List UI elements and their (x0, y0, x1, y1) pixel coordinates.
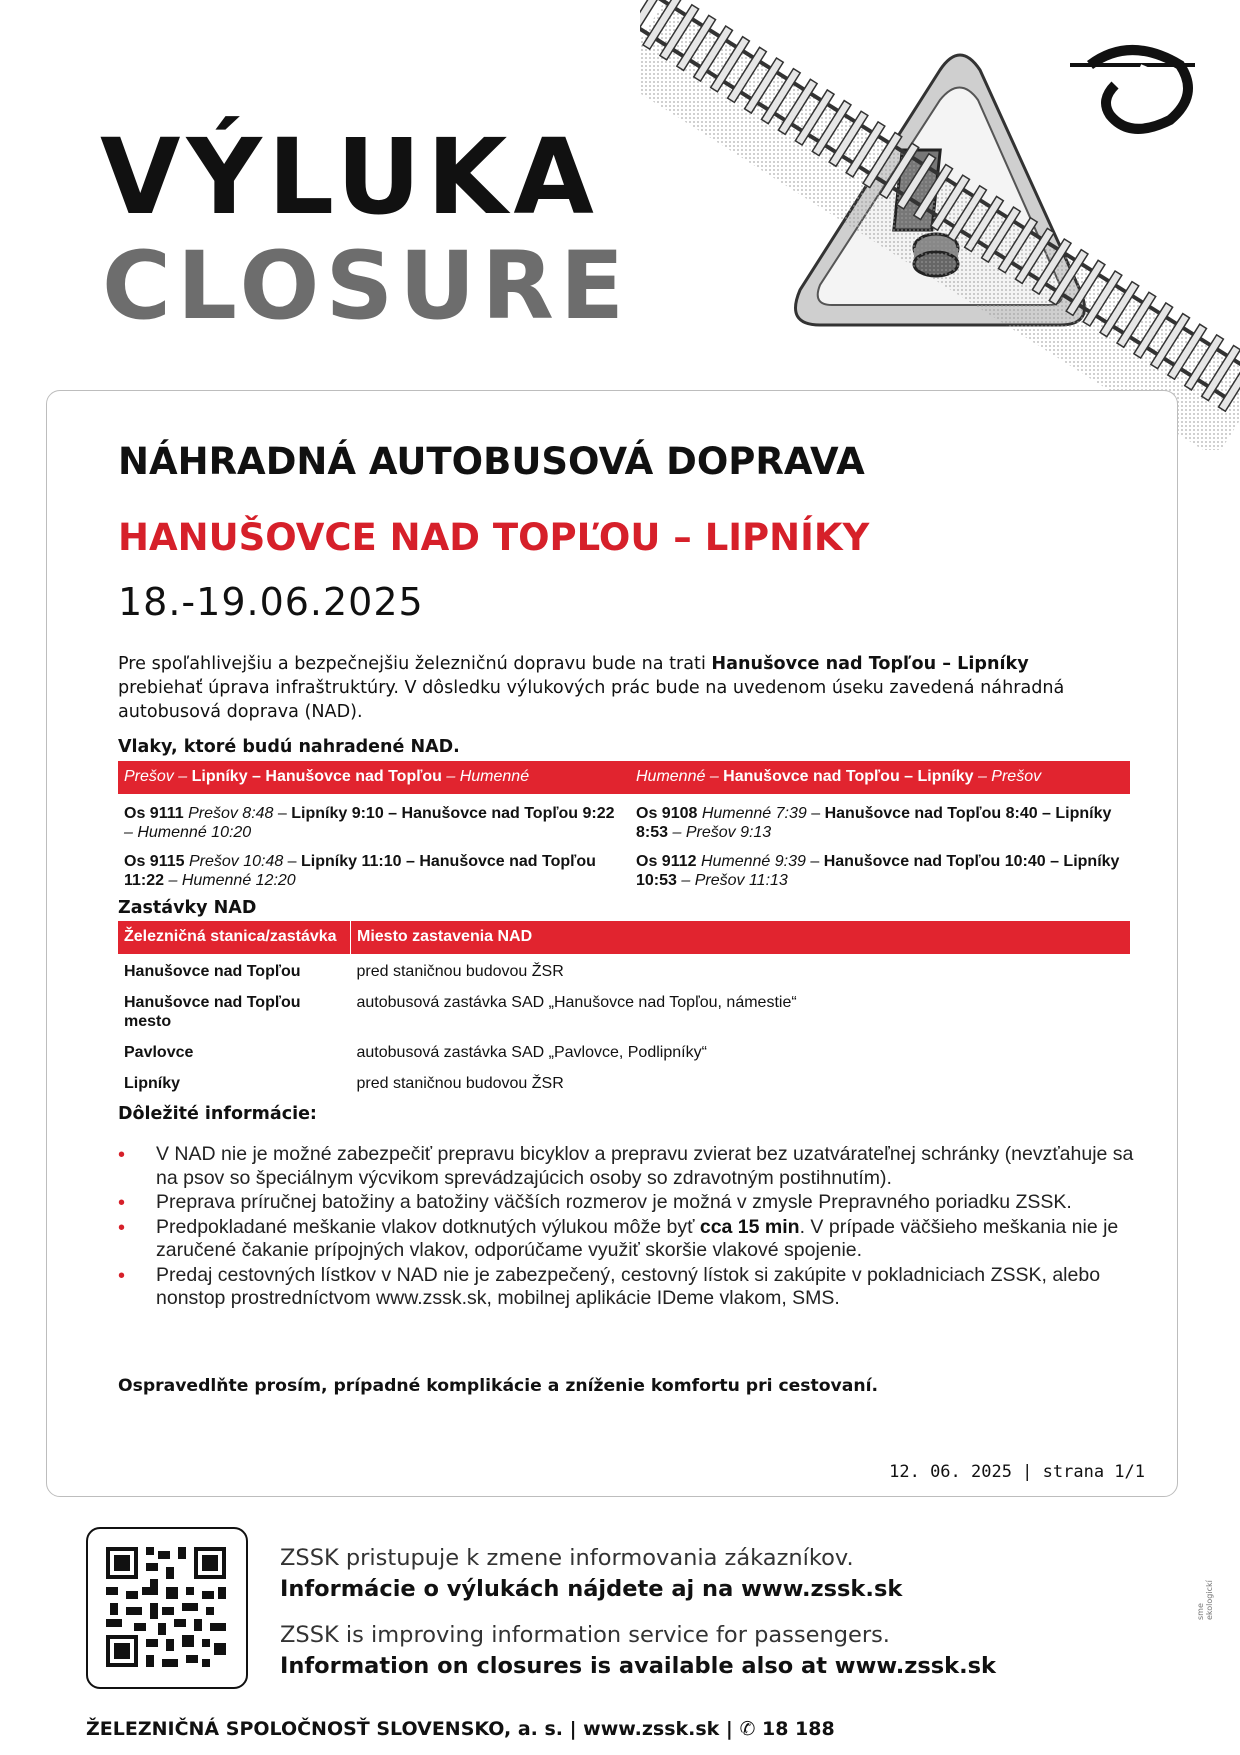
intro-paragraph: Pre spoľahlivejšiu a bezpečnejšiu železničnú dopravu bude na trati Hanušovce nad Topľou – Lipníky prebiehať úprava infraštruktúry. V dôsledku výlukových prác bude na uvedenom úseku zavedená náhradná autobusová doprava (NAD). (118, 654, 1065, 722)
important-info-list (118, 1143, 1138, 1312)
footer-sk-line1: ZSSK pristupuje k zmene informovania zákazníkov. (280, 1545, 854, 1571)
table-row (118, 1066, 1130, 1097)
footer-en-line1: ZSSK is improving information service for passengers. (280, 1622, 890, 1648)
table-row (118, 954, 1130, 985)
trains-header-direction-1: Prešov – Lipníky – Hanušovce nad Topľou – Humenné (118, 761, 630, 794)
info-heading: Dôležité informácie: (118, 1104, 317, 1124)
bullet-icon: • (118, 1144, 126, 1166)
train-cell: Os 9115 Prešov 10:48 – Lipníky 11:10 – Hanušovce nad Topľou 11:22 – Humenné 12:20 (124, 853, 596, 889)
table-row (118, 794, 1130, 842)
railway-warning-graphic (640, 0, 1240, 450)
station-cell: Hanušovce nad Topľou (124, 963, 301, 980)
list-item: • Predpokladané meškanie vlakov dotknutých výlukou môže byť cca 15 min. V prípade väčšieho meškania nie je zaručené čakanie prípojných vlakov, odporúčame využiť skoršie vlakové spojenie. (118, 1215, 1119, 1261)
apology-text: Ospravedlňte prosím, prípadné komplikácie a zníženie komfortu pri cestovaní. (118, 1376, 879, 1396)
list-item: • V NAD nie je možné zabezpečiť prepravu bicyklov a prepravu zvierat bez uzatvárateľnej schránky (nevzťahuje sa na psov so špeciálnym výcvikom sprevádzajúcich osoby so zdravotným postihnutím). (118, 1143, 1134, 1189)
place-cell: autobusová zastávka SAD „Pavlovce, Podlipníky“ (356, 1044, 707, 1061)
trains-heading: Vlaky, ktoré budú nahradené NAD. (118, 737, 460, 757)
footer-en-line2: Information on closures is available also at www.zssk.sk (280, 1653, 997, 1679)
table-row (118, 842, 1130, 890)
zssk-logo-icon (1070, 50, 1195, 129)
place-cell: autobusová zastávka SAD „Hanušovce nad Topľou, námestie“ (356, 994, 797, 1011)
closure-title: VÝLUKA (100, 116, 600, 238)
table-row (118, 985, 1130, 1035)
list-item: • Preprava príručnej batožiny a batožiny väčších rozmerov je možná v zmysle Prepravného poriadku ZSSK. (118, 1191, 1072, 1214)
bullet-icon: • (118, 1264, 126, 1287)
nad-stops-table (118, 921, 1130, 1097)
station-cell: Lipníky (124, 1075, 181, 1092)
date-page-info: 12. 06. 2025 | strana 1/1 (889, 1462, 1145, 1482)
route-heading: HANUŠOVCE NAD TOPĽOU – LIPNÍKY (118, 516, 870, 559)
replaced-trains-table (118, 761, 1130, 890)
bullet-icon: • (118, 1192, 126, 1214)
table-row (118, 1035, 1130, 1066)
station-cell: Hanušovce nad Topľou mesto (124, 994, 301, 1030)
eco-label: sme ekologickí (1196, 1580, 1214, 1620)
stops-header-station: Železničná stanica/zastávka (118, 921, 351, 954)
footer-sk-line2: Informácie o výlukách nájdete aj na www.zssk.sk (280, 1576, 903, 1602)
bullet-icon: • (118, 1216, 126, 1239)
place-cell: pred staničnou budovou ŽSR (356, 963, 564, 980)
list-item: • Predaj cestovných lístkov v NAD nie je zabezpečený, cestovný lístok si zakúpite v pokladniciach ZSSK, alebo nonstop prostredníctvom www.zssk.sk, mobilnej aplikácie IDeme vlakom, SMS. (118, 1263, 1101, 1309)
train-cell: Os 9111 Prešov 8:48 – Lipníky 9:10 – Hanušovce nad Topľou 9:22 – Humenné 10:20 (124, 805, 615, 841)
train-cell: Os 9108 Humenné 7:39 – Hanušovce nad Topľou 8:40 – Lipníky 8:53 – Prešov 9:13 (636, 805, 1112, 841)
stops-heading: Zastávky NAD (118, 898, 257, 918)
stops-header-place: Miesto zastavenia NAD (351, 921, 1131, 954)
closure-subtitle: CLOSURE (102, 232, 631, 341)
trains-header-direction-2: Humenné – Hanušovce nad Topľou – Lipníky – Prešov (630, 761, 1130, 794)
station-cell: Pavlovce (124, 1044, 194, 1061)
notice-heading: NÁHRADNÁ AUTOBUSOVÁ DOPRAVA (118, 440, 865, 483)
train-cell: Os 9112 Humenné 9:39 – Hanušovce nad Topľou 10:40 – Lipníky 10:53 – Prešov 11:13 (636, 853, 1120, 889)
qr-code-icon[interactable] (102, 1543, 230, 1671)
dates-heading: 18.-19.06.2025 (118, 580, 424, 624)
place-cell: pred staničnou budovou ŽSR (356, 1075, 564, 1092)
company-info: ŽELEZNIČNÁ SPOLOČNOSŤ SLOVENSKO, a. s. | www.zssk.sk | ✆ 18 188 (86, 1718, 835, 1740)
